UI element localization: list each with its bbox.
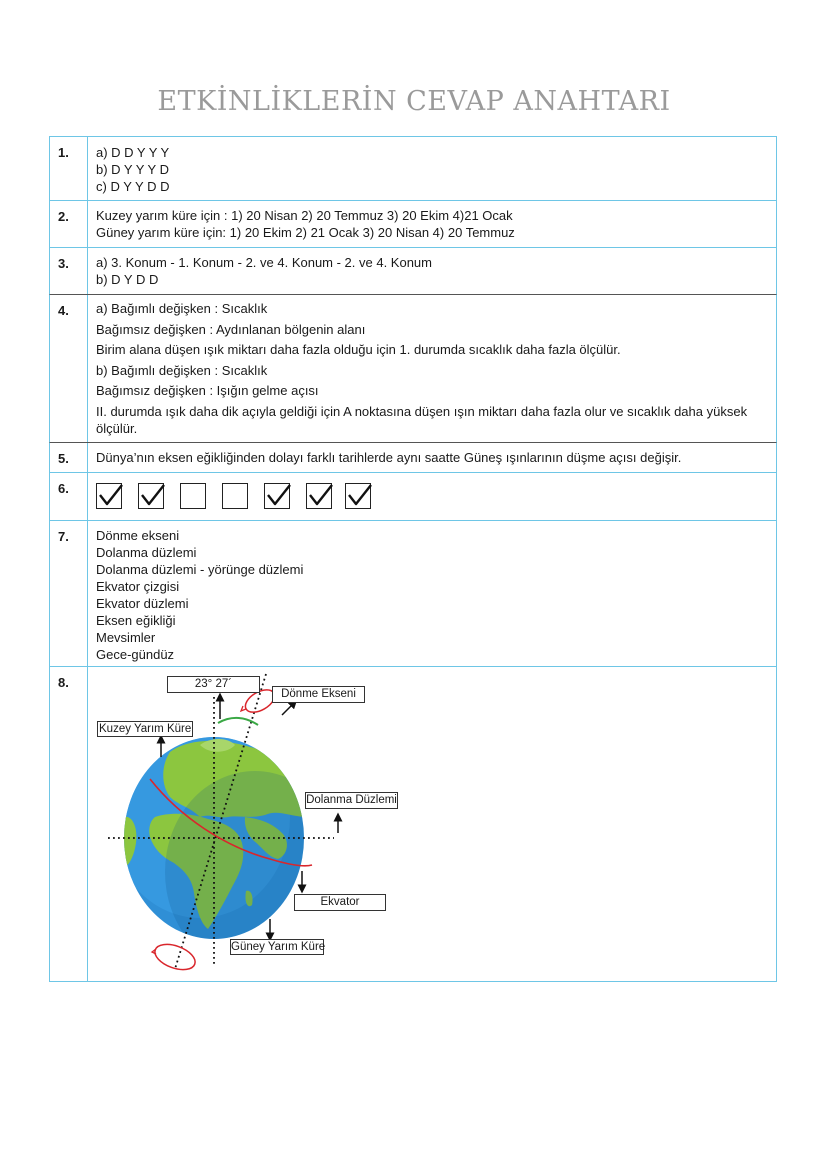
answer-line: a) 3. Konum - 1. Konum - 2. ve 4. Konum - 2. ve 4. Konum bbox=[96, 255, 432, 270]
checkbox-checked bbox=[306, 483, 332, 509]
table-row bbox=[49, 520, 777, 666]
row-content bbox=[96, 207, 768, 241]
table-row bbox=[49, 472, 777, 520]
equator-label: Ekvator bbox=[294, 894, 386, 911]
answer-line: Ekvator çizgisi bbox=[96, 579, 180, 594]
row-number: 3. bbox=[50, 248, 88, 294]
rotation-axis-label: Dönme Ekseni bbox=[272, 686, 365, 703]
table-row bbox=[49, 200, 777, 247]
answer-line: Dünya’nın eksen eğikliğinden dolayı farklı tarihlerde aynı saatte Güneş ışınlarının düşme açısı değişir. bbox=[96, 450, 682, 465]
answer-line: b) Bağımlı değişken : Sıcaklık bbox=[96, 362, 268, 378]
checkbox-checked bbox=[96, 483, 122, 509]
bottom-rotation-ellipse bbox=[152, 939, 199, 974]
check-icon bbox=[264, 482, 292, 510]
row-content bbox=[96, 144, 768, 195]
answer-line: Bağımsız değişken : Işığın gelme açısı bbox=[96, 383, 319, 398]
row-number: 7. bbox=[50, 521, 88, 666]
answer-line: Dolanma düzlemi bbox=[96, 545, 197, 560]
table-row bbox=[49, 666, 777, 982]
answer-line: Dönme ekseni bbox=[96, 528, 180, 543]
row-number: 8. bbox=[50, 667, 88, 981]
row-content bbox=[96, 527, 768, 663]
angle-label: 23° 27´ bbox=[167, 676, 260, 693]
check-icon bbox=[138, 482, 166, 510]
answer-line: Bağımsız değişken : Aydınlanan bölgenin alanı bbox=[96, 321, 366, 337]
answer-line: Birim alana düşen ışık miktarı daha fazla olduğu için 1. durumda sıcaklık daha fazla ölçülür. bbox=[96, 342, 621, 357]
checkbox-unchecked bbox=[222, 483, 248, 509]
earth-axis-diagram bbox=[50, 667, 770, 981]
answer-line: Gece-gündüz bbox=[96, 647, 175, 662]
checkbox-checked bbox=[345, 483, 371, 509]
row-content bbox=[96, 300, 768, 440]
angle-arc bbox=[218, 718, 258, 725]
check-icon bbox=[96, 482, 124, 510]
table-row bbox=[49, 294, 777, 442]
answer-line: b) D Y Y Y D bbox=[96, 162, 169, 177]
row-number: 5. bbox=[50, 443, 88, 472]
row-number: 2. bbox=[50, 201, 88, 247]
answer-line: c) D Y Y D D bbox=[96, 179, 170, 194]
table-row bbox=[49, 442, 777, 472]
checkbox-checked bbox=[264, 483, 290, 509]
answer-line: Dolanma düzlemi - yörünge düzlemi bbox=[96, 562, 304, 577]
answer-line: Mevsimler bbox=[96, 630, 156, 645]
row-content bbox=[96, 449, 768, 466]
row-content bbox=[96, 254, 768, 288]
checkbox-unchecked bbox=[180, 483, 206, 509]
answer-line: Ekvator düzlemi bbox=[96, 596, 189, 611]
page-title: ETKİNLİKLERİN CEVAP ANAHTARI bbox=[157, 86, 671, 117]
orbital-plane-label: Dolanma Düzlemi bbox=[305, 792, 398, 809]
answer-line: Kuzey yarım küre için : 1) 20 Nisan 2) 20 Temmuz 3) 20 Ekim 4)21 Ocak bbox=[96, 208, 513, 223]
northern-hemisphere-label: Kuzey Yarım Küre bbox=[99, 723, 192, 735]
arrow-up-icon bbox=[282, 703, 294, 715]
answer-line: a) D D Y Y Y bbox=[96, 145, 170, 160]
answer-line: Eksen eğikliği bbox=[96, 613, 176, 628]
answer-line: II. durumda ışık daha dik açıyla geldiği için A noktasına düşen ışın miktarı daha fazla olur ve sıcaklık daha yüksek ölçülür. bbox=[96, 403, 748, 436]
table-row bbox=[49, 136, 777, 200]
southern-hemisphere-label: Güney Yarım Küre bbox=[231, 941, 326, 953]
globe-image bbox=[110, 716, 345, 973]
answer-line: Güney yarım küre için: 1) 20 Ekim 2) 21 Ocak 3) 20 Nisan 4) 20 Temmuz bbox=[96, 225, 515, 240]
row-number: 6. bbox=[50, 473, 88, 520]
table-row bbox=[49, 247, 777, 294]
row-number: 1. bbox=[50, 137, 88, 200]
answer-line: b) D Y D D bbox=[96, 272, 159, 287]
answer-line: a) Bağımlı değişken : Sıcaklık bbox=[96, 301, 268, 316]
checkbox-checked bbox=[138, 483, 164, 509]
check-icon bbox=[306, 482, 334, 510]
check-icon bbox=[345, 482, 373, 510]
row-number: 4. bbox=[50, 295, 88, 442]
